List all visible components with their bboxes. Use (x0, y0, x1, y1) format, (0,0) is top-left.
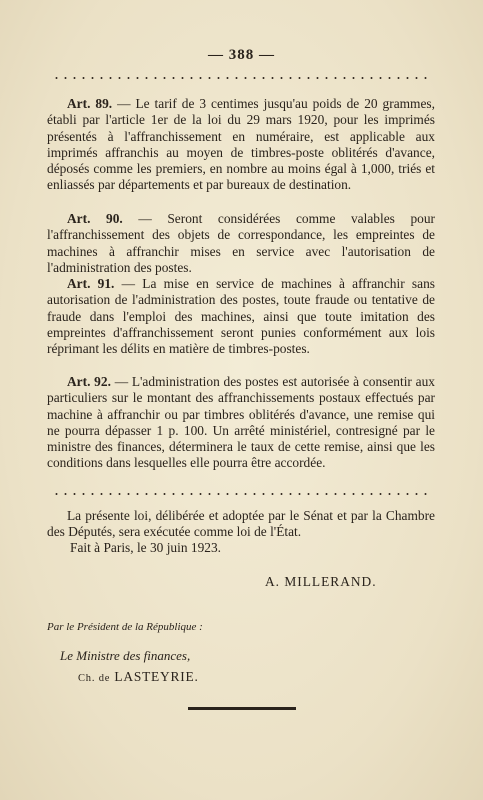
article-91 (47, 276, 435, 357)
article-89 (47, 96, 435, 194)
countersign-label: Par le Président de la République : (47, 621, 203, 633)
article-text: — La mise en service de machines à affranchir sans autorisation de l'administration des postes, toute fraude ou tentative de fraude dans l'emploi des machines, ainsi que toute imitation des empreintes d'affranchissement seront punies conformément aux lois réprimant les délits en matière de timbres-postes. (47, 276, 435, 357)
closing-paragraph (47, 508, 435, 541)
article-number: Art. 89. (67, 96, 113, 111)
minister-initial: Ch. de (78, 673, 111, 684)
end-rule (188, 707, 296, 710)
article-number: Art. 90. (67, 211, 123, 226)
dotted-divider-top (52, 77, 432, 79)
article-number: Art. 92. (67, 374, 111, 389)
minister-signature (78, 669, 199, 687)
article-text: — L'administration des postes est autorisée à consentir aux particuliers sur le montant des affranchissements postaux effectués par machine à affranchir ou par timbres oblitérés d'avance, une remise qui ne pourra dépasser 1 p. 100. Un arrêté ministériel, contresigné par le ministre des finances, déterminera le taux de cette remise, ainsi que les conditions dans lesquelles elle pourra être accordée. (47, 374, 435, 471)
article-text: — Le tarif de 3 centimes jusqu'au poids de 20 grammes, établi par l'article 1er de la loi du 29 mars 1920, pour les imprimés présentés à l'affranchissement en numéraire, est applicable aux imprimés affranchis au moyen de timbres-poste oblitérés d'avance, déposés comme les premiers, en nombre au moins égal à 1,000, triés et enliassés par départements et par bureaux de destination. (47, 96, 435, 193)
article-92 (47, 374, 435, 472)
president-signature: A. MILLERAND. (265, 574, 377, 589)
closing-text: La présente loi, délibérée et adoptée par le Sénat et par la Chambre des Députés, sera exécutée comme loi de l'État. (47, 508, 435, 540)
article-text: — Seront considérées comme valables pour l'affranchissement des objets de correspondance, les empreintes de machines à affranchir mises en service avec l'autorisation de l'administration des postes. (47, 211, 435, 275)
article-90 (47, 211, 435, 276)
page-number: — 388 — (208, 47, 275, 63)
dotted-divider-middle (52, 493, 432, 495)
minister-name: LASTEYRIE. (114, 669, 199, 684)
date-line: Fait à Paris, le 30 juin 1923. (70, 540, 222, 555)
article-number: Art. 91. (67, 276, 115, 291)
minister-title: Le Ministre des finances, (60, 648, 191, 663)
